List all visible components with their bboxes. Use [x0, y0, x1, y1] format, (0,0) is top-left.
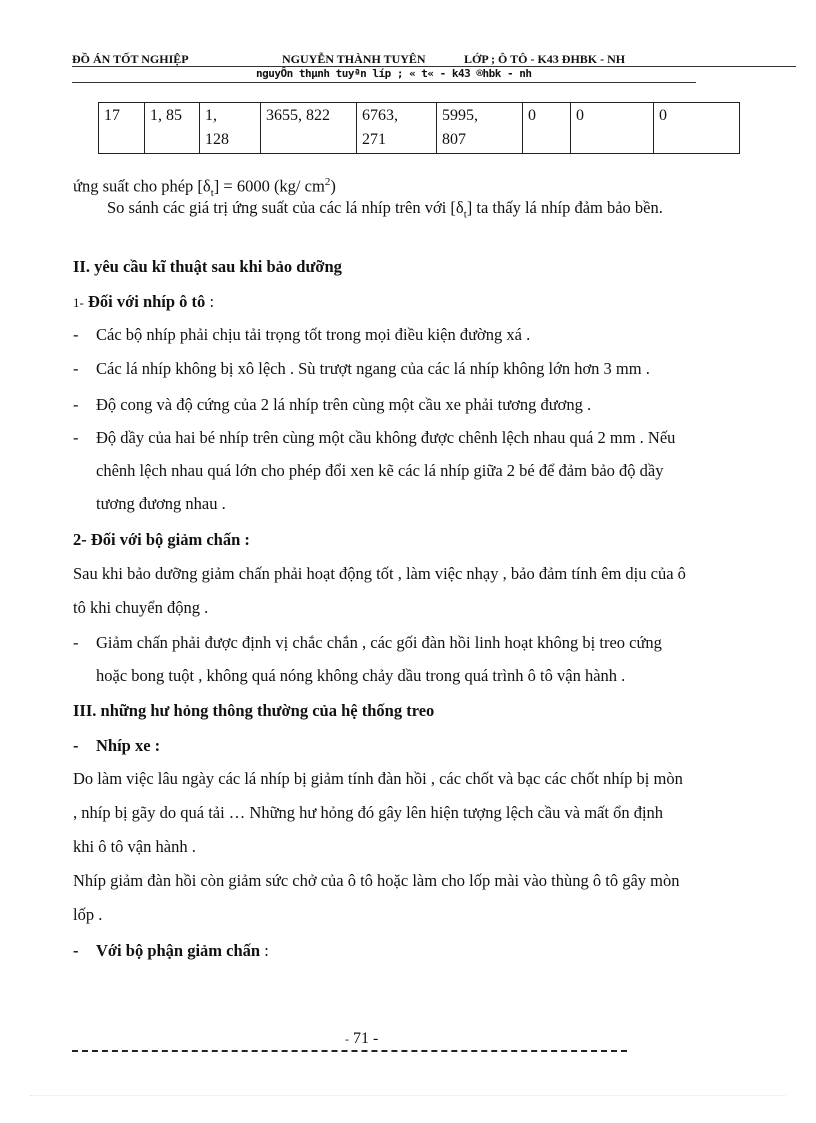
- table-cell: 1, 128: [200, 103, 261, 154]
- section-2-title: II. yêu cầu kĩ thuật sau khi bảo dưỡng: [73, 257, 342, 276]
- table-cell: 6763, 271: [357, 103, 437, 154]
- paragraph: Nhíp giảm đàn hồi còn giảm sức chở của ô tô hoặc làm cho lốp mài vào thùng ô tô gây mòn: [73, 871, 680, 890]
- page-number: - 71 -: [345, 1030, 379, 1047]
- list-item-cont: chênh lệch nhau quá lớn cho phép đổi xen kẽ các lá nhíp giữa 2 bé để đảm bảo độ dầy: [96, 461, 664, 480]
- header-sub: nguyÔn thµnh tuyªn líp ; « t« - k43 ®hbk - nh: [256, 67, 532, 80]
- list-item-cont: hoặc bong tuột , không quá nóng không chảy dầu trong quá trình ô tô vận hành .: [96, 666, 626, 685]
- bullet-dash: -: [73, 428, 79, 447]
- section-3-title: III. những hư hỏng thông thường của hệ thống treo: [73, 701, 435, 720]
- bullet-dash: -: [73, 736, 79, 755]
- compare-line: So sánh các giá trị ứng suất của các lá nhíp trên với $[\delta_t]$ ta thấy lá nhíp đảm bảo bền.: [107, 198, 663, 221]
- list-item: Độ dầy của hai bé nhíp trên cùng một cầu không được chênh lệch nhau quá 2 mm . Nếu: [96, 428, 676, 447]
- list-item: Giảm chấn phải được định vị chắc chắn , các gối đàn hồi linh hoạt không bị treo cứng: [96, 633, 662, 652]
- bullet-dash: -: [73, 325, 79, 344]
- header-left: ĐỒ ÁN TỐT NGHIỆP: [72, 52, 189, 66]
- table-cell: 0: [654, 103, 740, 154]
- table-cell: 5995, 807: [437, 103, 523, 154]
- subsection-1-heading: 1- Đối với nhíp ô tô :: [73, 292, 215, 311]
- paragraph-cont: khi ô tô vận hành .: [73, 837, 196, 856]
- bullet-dash: -: [73, 941, 79, 960]
- paragraph-cont: lốp .: [73, 905, 103, 924]
- bullet-dash: -: [73, 359, 79, 378]
- paragraph-cont: , nhíp bị gãy do quá tải … Những hư hỏng đó gây lên hiện tượng lệch cầu và mất ổn định: [73, 803, 664, 822]
- bullet-dash: -: [73, 395, 79, 414]
- table-row: [99, 103, 740, 154]
- footer-dashed-rule: [72, 1050, 627, 1052]
- paragraph: Sau khi bảo dưỡng giảm chấn phải hoạt động tốt , làm việc nhạy , bảo đảm tính êm dịu của ô: [73, 564, 686, 583]
- stress-table: [98, 102, 740, 154]
- table-cell: 17: [99, 103, 145, 154]
- paragraph: Do làm việc lâu ngày các lá nhíp bị giảm tính đàn hồi , các chốt và bạc các chốt nhíp bị mòn: [73, 769, 683, 788]
- stress-line: ứng suất cho phép $[\delta_t] = 6000$ (kg/ $cm^2$): [73, 176, 336, 199]
- header-right: LỚP ; Ô TÔ - K43 ĐHBK - NH: [464, 52, 626, 66]
- paragraph-cont: tô khi chuyển động .: [73, 598, 209, 617]
- list-item: Các lá nhíp không bị xô lệch . Sù trượt ngang của các lá nhíp không lớn hơn 3 mm .: [96, 359, 650, 378]
- list-item: Các bộ nhíp phải chịu tải trọng tốt trong mọi điều kiện đường xá .: [96, 325, 531, 344]
- list-item-cont: tương đương nhau .: [96, 494, 226, 513]
- table-cell: 1, 85: [145, 103, 200, 154]
- heading-giam-chan: Với bộ phận giảm chấn :: [96, 941, 269, 960]
- table-cell: 0: [571, 103, 654, 154]
- heading-nhip-xe: Nhíp xe :: [96, 736, 161, 755]
- subsection-2-heading: 2- Đối với bộ giảm chấn :: [73, 530, 250, 549]
- header-center: NGUYỄN THÀNH TUYÊN: [282, 52, 426, 66]
- page-bottom-edge: [30, 1095, 786, 1096]
- table-cell: 3655, 822: [261, 103, 357, 154]
- header-sub-rule: [72, 82, 696, 83]
- list-item: Độ cong và độ cứng của 2 lá nhíp trên cùng một cầu xe phải tương đương .: [96, 395, 592, 414]
- bullet-dash: -: [73, 633, 79, 652]
- table-cell: 0: [523, 103, 571, 154]
